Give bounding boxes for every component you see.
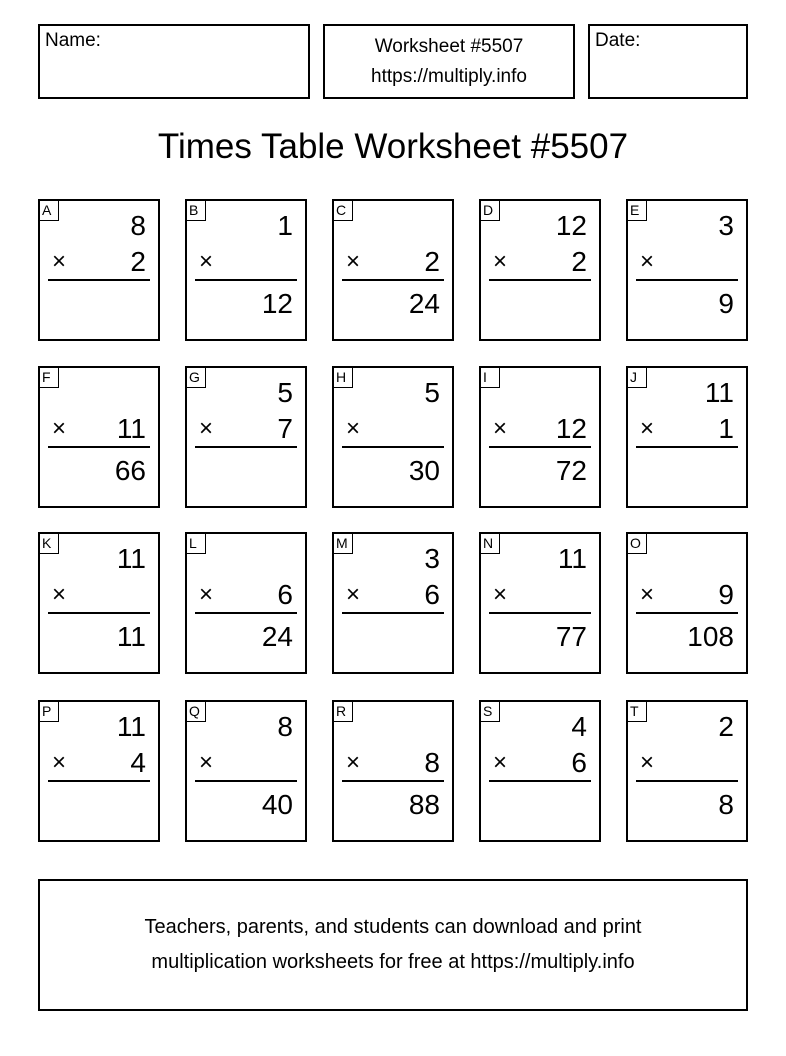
problem-cell-o[interactable] [626,532,748,674]
bottom-number[interactable]: 8 [424,747,440,778]
problem-cell-l[interactable] [185,532,307,674]
bottom-number[interactable]: 12 [555,413,587,444]
times-sign: × [493,581,508,608]
problem-cell-a[interactable] [38,199,160,341]
problem-cell-r[interactable] [332,700,454,842]
problem-letter: T [628,702,647,722]
answer-line [342,446,444,448]
times-sign: × [199,248,214,275]
answer-line [48,612,150,614]
answer-line [489,780,591,782]
times-sign: × [346,415,361,442]
answer-number[interactable]: 24 [261,621,293,652]
top-number[interactable]: 2 [718,711,734,742]
answer-number[interactable]: 77 [555,621,587,652]
top-number[interactable]: 5 [424,377,440,408]
answer-number[interactable]: 66 [114,455,146,486]
top-number[interactable]: 11 [116,543,146,574]
answer-line [342,780,444,782]
top-number[interactable]: 12 [555,210,587,241]
problem-cell-g[interactable] [185,366,307,508]
name-label: Name: [45,30,101,51]
page-title: Times Table Worksheet #5507 [157,127,629,166]
problem-letter: N [481,534,500,554]
footer-box [38,879,748,1011]
problem-cell-c[interactable] [332,199,454,341]
bottom-number[interactable]: 6 [571,747,587,778]
times-sign: × [52,415,67,442]
problem-letter: Q [187,702,206,722]
answer-line [342,612,444,614]
times-sign: × [199,749,214,776]
problem-cell-s[interactable] [479,700,601,842]
problem-cell-k[interactable] [38,532,160,674]
footer-line-1: Teachers, parents, and students can download and print [144,916,642,938]
bottom-number[interactable]: 2 [571,246,587,277]
answer-line [489,612,591,614]
top-number[interactable]: 8 [277,711,293,742]
times-sign: × [640,581,655,608]
bottom-number[interactable]: 4 [130,747,146,778]
answer-line [489,446,591,448]
bottom-number[interactable]: 2 [424,246,440,277]
problem-cell-j[interactable] [626,366,748,508]
problem-letter: O [628,534,647,554]
problem-cell-b[interactable] [185,199,307,341]
problem-letter: L [187,534,206,554]
problem-cell-n[interactable] [479,532,601,674]
problem-letter: K [40,534,59,554]
top-number[interactable]: 4 [571,711,587,742]
times-sign: × [493,415,508,442]
times-sign: × [199,415,214,442]
date-label: Date: [595,30,641,51]
answer-number[interactable]: 30 [408,455,440,486]
answer-line [636,780,738,782]
problem-cell-f[interactable] [38,366,160,508]
times-sign: × [52,248,67,275]
top-number[interactable]: 11 [704,377,734,408]
problem-letter: I [481,368,500,388]
times-sign: × [640,415,655,442]
problem-letter: P [40,702,59,722]
answer-number[interactable]: 11 [116,621,146,652]
top-number[interactable]: 3 [424,543,440,574]
answer-line [195,446,297,448]
times-sign: × [52,749,67,776]
answer-number[interactable]: 40 [261,789,293,820]
bottom-number[interactable]: 7 [277,413,293,444]
problem-cell-i[interactable] [479,366,601,508]
answer-line [195,612,297,614]
answer-line [195,279,297,281]
problem-letter: A [40,201,59,221]
answer-line [48,446,150,448]
bottom-number[interactable]: 2 [130,246,146,277]
answer-line [48,279,150,281]
problem-letter: G [187,368,206,388]
answer-line [636,446,738,448]
bottom-number[interactable]: 6 [277,579,293,610]
times-sign: × [493,749,508,776]
problem-letter: R [334,702,353,722]
answer-number[interactable]: 24 [408,288,440,319]
problem-cell-m[interactable] [332,532,454,674]
problem-cell-q[interactable] [185,700,307,842]
times-sign: × [52,581,67,608]
answer-line [195,780,297,782]
answer-line [489,279,591,281]
footer-line-2: multiplication worksheets for free at https://multiply.info [151,951,635,973]
bottom-number[interactable]: 1 [718,413,734,444]
problem-letter: M [334,534,353,554]
answer-line [636,612,738,614]
times-sign: × [346,248,361,275]
bottom-number[interactable]: 9 [718,579,734,610]
answer-number[interactable]: 12 [261,288,293,319]
problem-cell-p[interactable] [38,700,160,842]
problem-letter: H [334,368,353,388]
top-number[interactable]: 11 [557,543,587,574]
problem-letter: D [481,201,500,221]
answer-line [48,780,150,782]
times-sign: × [199,581,214,608]
problem-cell-e[interactable] [626,199,748,341]
answer-number[interactable]: 8 [718,789,734,820]
problem-letter: B [187,201,206,221]
worksheet-info-box [323,24,575,99]
top-number[interactable]: 8 [130,210,146,241]
problem-cell-t[interactable] [626,700,748,842]
answer-line [636,279,738,281]
answer-number[interactable]: 72 [555,455,587,486]
worksheet-url: https://multiply.info [371,65,527,87]
problem-cell-h[interactable] [332,366,454,508]
answer-number[interactable]: 108 [687,621,734,652]
problem-letter: C [334,201,353,221]
times-sign: × [346,749,361,776]
problem-letter: F [40,368,59,388]
times-sign: × [640,749,655,776]
top-number[interactable]: 11 [116,711,146,742]
times-sign: × [493,248,508,275]
answer-number[interactable]: 88 [408,789,440,820]
top-number[interactable]: 1 [277,210,293,241]
date-field[interactable] [588,24,748,99]
times-sign: × [346,581,361,608]
bottom-number[interactable]: 6 [424,579,440,610]
top-number[interactable]: 3 [718,210,734,241]
answer-number[interactable]: 9 [718,288,734,319]
worksheet-number: Worksheet #5507 [374,35,524,57]
problem-cell-d[interactable] [479,199,601,341]
answer-line [342,279,444,281]
problem-letter: S [481,702,500,722]
problem-letter: J [628,368,647,388]
name-field[interactable] [38,24,310,99]
problem-letter: E [628,201,647,221]
bottom-number[interactable]: 11 [116,413,146,444]
times-sign: × [640,248,655,275]
top-number[interactable]: 5 [277,377,293,408]
